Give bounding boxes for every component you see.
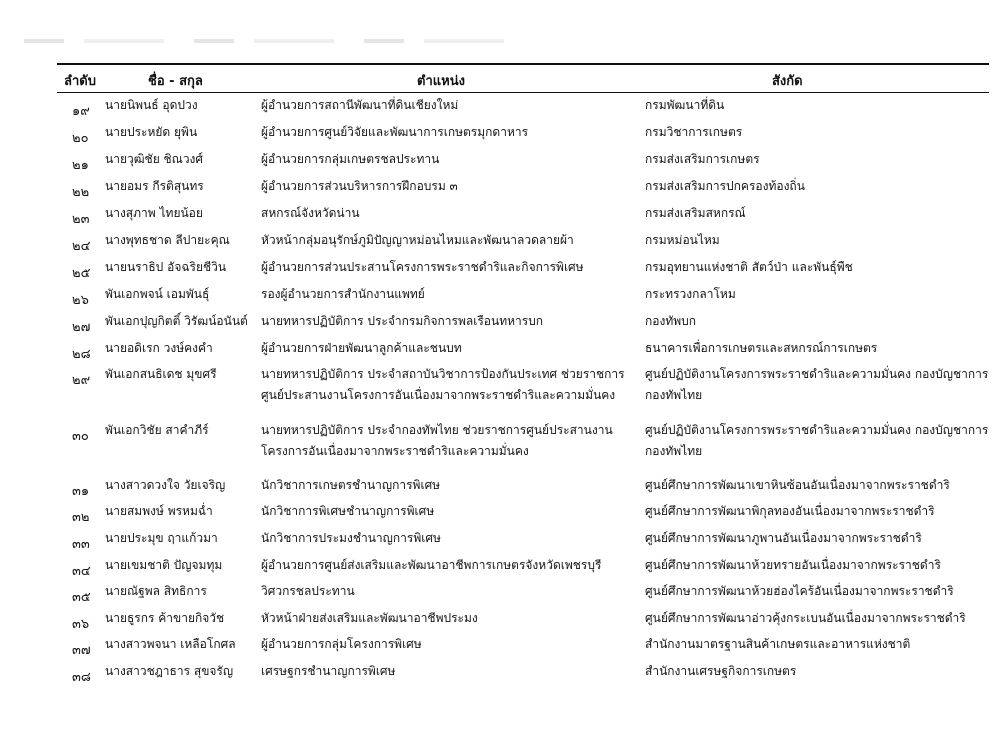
- row-position: โครงการอันเนื่องมาจากพระราชดำริและความมั่นคง: [261, 444, 529, 458]
- row-name: นายณัฐพล สิทธิการ: [105, 584, 207, 598]
- row-affiliation: กองทัพไทย: [645, 444, 703, 458]
- row-affiliation: กองทัพไทย: [645, 388, 703, 402]
- row-name: พันเอกวิชัย สาคำภีร์: [105, 423, 209, 437]
- header-name: ชื่อ - สกุล: [148, 74, 203, 89]
- row-affiliation: สำนักงานมาตรฐานสินค้าเกษตรและอาหารแห่งชาติ: [645, 637, 911, 651]
- row-number: ๓๕: [72, 590, 91, 605]
- row-number: ๒๐: [72, 131, 89, 146]
- row-number: ๓๐: [72, 429, 89, 444]
- row-number: ๓๔: [72, 564, 91, 579]
- row-name: พันเอกสนธิเดช มุขศรี: [105, 367, 217, 381]
- row-affiliation: กรมส่งเสริมสหกรณ์: [645, 206, 746, 220]
- header-bottom-rule: [57, 92, 989, 93]
- row-number: ๓๑: [72, 484, 90, 499]
- row-affiliation: ศูนย์ศึกษาการพัฒนาพิกุลทองอันเนื่องมาจากพระราชดำริ: [645, 504, 935, 518]
- row-number: ๓๓: [72, 537, 90, 552]
- row-position: ผู้อำนวยการสถานีพัฒนาที่ดินเชียงใหม่: [261, 98, 459, 112]
- row-number: ๒๙: [72, 373, 91, 388]
- row-affiliation: ศูนย์ศึกษาการพัฒนาห้วยทรายอันเนื่องมาจากพระราชดำริ: [645, 558, 941, 572]
- row-number: ๓๖: [72, 617, 90, 632]
- scan-artifact: [24, 39, 514, 43]
- row-position: หัวหน้ากลุ่มอนุรักษ์ภูมิปัญญาหม่อนไหมและพัฒนาลวดลายผ้า: [261, 233, 574, 247]
- row-affiliation: ศูนย์ศึกษาการพัฒนาอ่าวคุ้งกระเบนอันเนื่องมาจากพระราชดำริ: [645, 611, 966, 625]
- row-name: นายนิพนธ์ อุดปวง: [105, 98, 198, 112]
- row-position: นักวิชาการเกษตรชำนาญการพิเศษ: [261, 478, 441, 492]
- row-name: นายธูรกร ค้าขายกิจวัช: [105, 611, 225, 625]
- row-name: นายเขมชาติ ปัญจมทุม: [105, 558, 223, 572]
- row-name: นางสาวดวงใจ วัยเจริญ: [105, 478, 226, 492]
- row-number: ๒๗: [72, 320, 91, 335]
- row-affiliation: กรมหม่อนไหม: [645, 233, 720, 247]
- row-position: นายทหารปฏิบัติการ ประจำกรมกิจการพลเรือนทหารบก: [261, 314, 544, 328]
- row-number: ๓๘: [72, 670, 91, 685]
- row-position: หัวหน้าฝ่ายส่งเสริมและพัฒนาอาชีพประมง: [261, 611, 478, 625]
- row-name: นางพุทธชาด ลีปายะคุณ: [105, 233, 230, 247]
- row-affiliation: กรมพัฒนาที่ดิน: [645, 98, 725, 112]
- row-affiliation: ศูนย์ศึกษาการพัฒนาภูพานอันเนื่องมาจากพระราชดำริ: [645, 531, 922, 545]
- row-number: ๒๕: [72, 266, 91, 281]
- row-name: พันเอกพจน์ เอมพันธุ์: [105, 287, 210, 301]
- row-position: ผู้อำนวยการฝ่ายพัฒนาลูกค้าและชนบท: [261, 341, 462, 355]
- row-affiliation: ธนาคารเพื่อการเกษตรและสหกรณ์การเกษตร: [645, 341, 878, 355]
- row-position: ผู้อำนวยการส่วนประสานโครงการพระราชดำริและกิจการพิเศษ: [261, 260, 584, 274]
- header-no: ลำดับ: [64, 74, 96, 89]
- row-number: ๓๒: [72, 510, 90, 525]
- row-position: นายทหารปฏิบัติการ ประจำกองทัพไทย ช่วยราชการศูนย์ประสานงาน: [261, 423, 613, 437]
- row-name: นายนราธิป อัจฉริยชีวิน: [105, 260, 227, 274]
- row-name: นายวุฒิชัย ชิณวงศ์: [105, 152, 204, 166]
- row-affiliation: กรมส่งเสริมการเกษตร: [645, 152, 760, 166]
- row-position: สหกรณ์จังหวัดน่าน: [261, 206, 360, 220]
- table-top-rule: [57, 63, 989, 65]
- row-affiliation: กระทรวงกลาโหม: [645, 287, 736, 301]
- row-position: ผู้อำนวยการกลุ่มโครงการพิเศษ: [261, 637, 422, 651]
- row-name: นายอดิเรก วงษ์คงคำ: [105, 341, 213, 355]
- row-name: นายประหยัด ยุพิน: [105, 125, 198, 139]
- header-affiliation: สังกัด: [772, 74, 803, 89]
- row-position: ผู้อำนวยการศูนย์ส่งเสริมและพัฒนาอาชีพการเกษตรจังหวัดเพชรบุรี: [261, 558, 602, 572]
- row-position: ผู้อำนวยการศูนย์วิจัยและพัฒนาการเกษตรมุกดาหาร: [261, 125, 529, 139]
- row-affiliation: ศูนย์ปฏิบัติงานโครงการพระราชดำริและความมั่นคง กองบัญชาการ: [645, 423, 989, 437]
- row-position: ศูนย์ประสานงานโครงการอันเนื่องมาจากพระราชดำริและความมั่นคง: [261, 388, 616, 402]
- row-name: นายอมร กีรติสุนทร: [105, 179, 204, 193]
- row-number: ๒๖: [72, 293, 89, 308]
- row-position: นักวิชาการประมงชำนาญการพิเศษ: [261, 531, 441, 545]
- row-affiliation: ศูนย์ศึกษาการพัฒนาเขาหินซ้อนอันเนื่องมาจากพระราชดำริ: [645, 478, 950, 492]
- row-affiliation: กองทัพบก: [645, 314, 697, 328]
- row-name: นางสาวพจนา เหลือโกศล: [105, 637, 236, 651]
- row-affiliation: สำนักงานเศรษฐกิจการเกษตร: [645, 664, 797, 678]
- row-position: ผู้อำนวยการส่วนบริหารการฝึกอบรม ๓: [261, 179, 458, 193]
- row-name: นายประมุข ฤาแก้วมา: [105, 531, 218, 545]
- row-number: ๒๑: [72, 158, 89, 173]
- row-affiliation: กรมวิชาการเกษตร: [645, 125, 743, 139]
- row-number: ๒๔: [72, 239, 91, 254]
- row-affiliation: ศูนย์ศึกษาการพัฒนาห้วยฮ่องไคร้อันเนื่องมาจากพระราชดำริ: [645, 584, 954, 598]
- row-number: ๑๙: [72, 104, 90, 119]
- row-number: ๒๓: [72, 212, 90, 227]
- row-position: นายทหารปฏิบัติการ ประจำสถาบันวิชาการป้องกันประเทศ ช่วยราชการ: [261, 367, 625, 381]
- row-name: นายสมพงษ์ พรหมฉ่ำ: [105, 504, 213, 518]
- row-affiliation: กรมส่งเสริมการปกครองท้องถิ่น: [645, 179, 805, 193]
- row-name: พันเอกปุญกิตติ์ วิรัฒน์อนันต์: [105, 314, 248, 328]
- row-number: ๓๗: [72, 643, 91, 658]
- row-affiliation: ศูนย์ปฏิบัติงานโครงการพระราชดำริและความมั่นคง กองบัญชาการ: [645, 367, 989, 381]
- row-position: รองผู้อำนวยการสำนักงานแพทย์: [261, 287, 425, 301]
- row-number: ๒๒: [72, 185, 90, 200]
- header-position: ตำแหน่ง: [417, 74, 465, 89]
- row-name: นางสุภาพ ไทยน้อย: [105, 206, 203, 220]
- row-position: นักวิชาการพิเศษชำนาญการพิเศษ: [261, 504, 435, 518]
- row-position: เศรษฐกรชำนาญการพิเศษ: [261, 664, 396, 678]
- row-name: นางสาวชฎาธาร สุขจรัญ: [105, 664, 234, 678]
- row-position: ผู้อำนวยการกลุ่มเกษตรชลประทาน: [261, 152, 440, 166]
- row-affiliation: กรมอุทยานแห่งชาติ สัตว์ป่า และพันธุ์พืช: [645, 260, 853, 274]
- row-number: ๒๘: [72, 347, 91, 362]
- row-position: วิศวกรชลประทาน: [261, 584, 355, 598]
